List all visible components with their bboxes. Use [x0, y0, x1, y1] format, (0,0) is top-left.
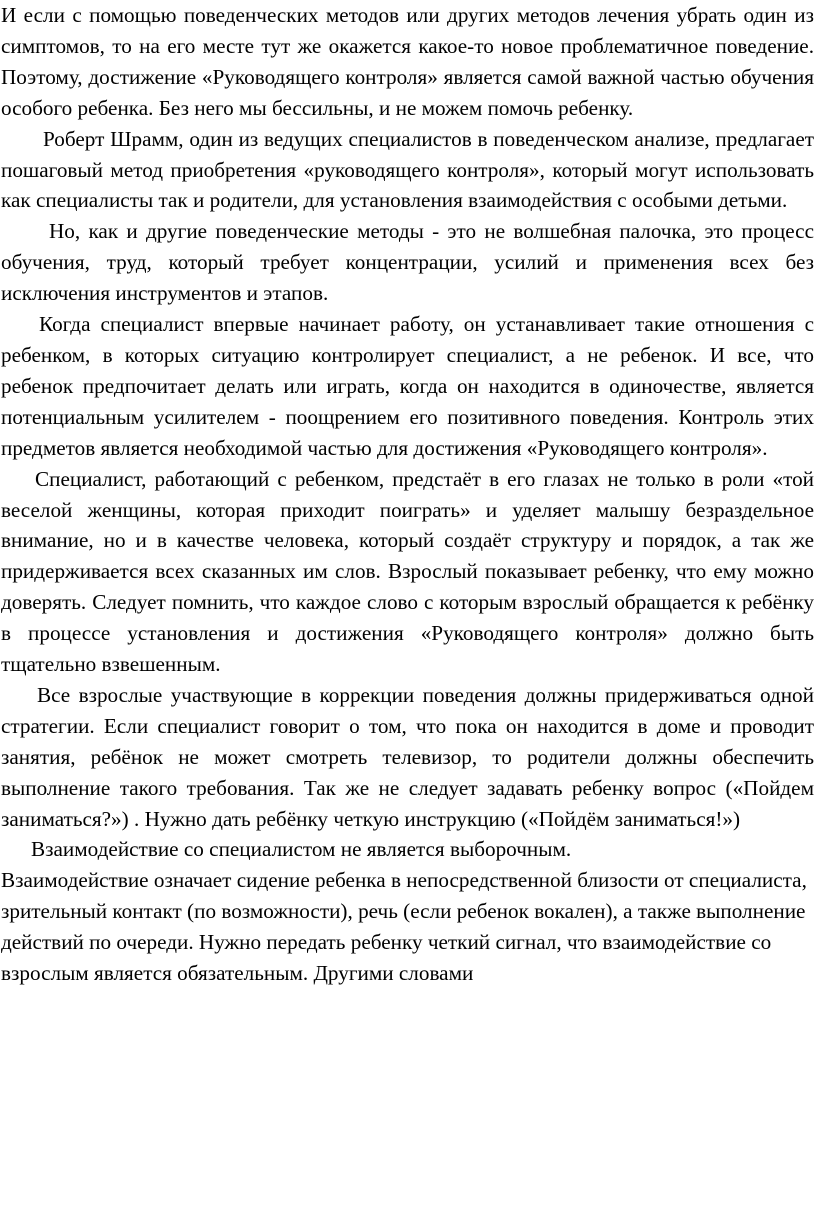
- paragraph-6: Все взрослые участвующие в коррекции поведения должны придерживаться одной стратегии. Если специалист говорит о том, что пока он находится в доме и проводит занятия, ребёнок не может смотреть телевизор, то родители должны обеспечить выполнение такого требования. Так же не следует задавать ребенку вопрос («Пойдем заниматься?») . Нужно дать ребёнку четкую инструкцию («Пойдём заниматься!»): [1, 682, 814, 831]
- paragraph-3: Но, как и другие поведенческие методы - это не волшебная палочка, это процесс обучения, труд, который требует концентрации, усилий и применения всех без исключения инструментов и этапов.: [1, 219, 814, 306]
- paragraph-2: Роберт Шрамм, один из ведущих специалистов в поведенческом анализе, предлагает пошаговый метод приобретения «руководящего контроля», который могут использовать как специалисты так и родители, для установления взаимодействия с особыми детьми.: [1, 126, 814, 213]
- paragraph-1: И если с помощью поведенческих методов или других методов лечения убрать один из симптомов, то на его месте тут же окажется какое-то новое проблематичное поведение. Поэтому, достижение «Руководящего контроля» является самой важной частью обучения особого ребенка. Без него мы бессильны, и не можем помочь ребенку.: [1, 3, 814, 120]
- paragraph-4: Когда специалист впервые начинает работу, он устанавливает такие отношения с ребенком, в которых ситуацию контролирует специалист, а не ребенок. И все, что ребенок предпочитает делать или играть, когда он находится в одиночестве, является потенциальным усилителем - поощрением его позитивного поведения. Контроль этих предметов является необходимой частью для достижения «Руководящего контроля».: [1, 312, 814, 460]
- paragraph-7: Взаимодействие со специалистом не является выборочным.: [31, 837, 572, 862]
- paragraph-5: Специалист, работающий с ребенком, предстаёт в его глазах не только в роли «той веселой женщины, которая приходит поиграть» и уделяет малышу безраздельное внимание, но и в качестве человека, который создаёт структуру и порядок, а так же придерживается всех сказанных им слов. Взрослый показывает ребенку, что ему можно доверять. Следует помнить, что каждое слово с которым взрослый обращается к ребёнку в процессе установления и достижения «Руководящего контроля» должно быть тщательно взвешенным.: [1, 466, 814, 677]
- paragraph-8: Взаимодействие означает сидение ребенка в непосредственной близости от специалиста, зрительный контакт (по возможности), речь (если ребенок вокален), а также выполнение действий по очереди. Нужно передать ребенку четкий сигнал, что взаимодействие со взрослым является обязательным. Другими словами: [1, 868, 807, 986]
